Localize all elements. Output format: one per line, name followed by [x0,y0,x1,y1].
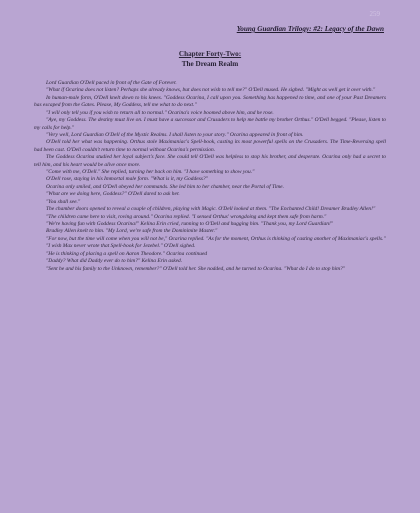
paragraph: "Very well, Lord Guardian O'Dell of the Mystic Realms. I shall listen to your story." Ocarina appeared in front of him. [46,131,304,138]
paragraph: "Daddy? What did Daddy ever do to him?" Kelina Erin asked. [46,258,183,265]
paragraph: "The children came here to visit, roving around." Ocarina replied. "I sensed Orthus' wrongdoing and kept them safe from harm." [46,213,327,220]
chapter-body [34,80,386,273]
paragraph: Ocarina only smiled, and O'Dell obeyed her commands. She led him to her chamber, near the Portal of Time. [46,183,284,190]
running-header: Young Guardian Trilogy: #2: Legacy of the Dawn [236,25,384,33]
paragraph: "Aye, my Goddess. The destiny must live on. I must have a successor and Crusaders to help me battle my brother Orthus." O'Dell begged. "Please, listen to my calls for help." [34,117,386,131]
paragraph: "Come with me, O'Dell." She replied, turning her back on him. "I have something to show you." [46,169,255,176]
paragraph: "Sent he and his family to the Unknown, remember?" O'Dell told her. She nodded, and he turned to Ocarina. "What do I do to stop him?" [46,265,345,272]
paragraph: "We're having fun with Goddess Ocarina!" Kelina Erin cried, running to O'Dell and hugging him. "Thank you, my Lord Guardian!" [46,221,334,228]
paragraph: "I wish Max never wrote that Spell-book for Jezebel." O'Dell sighed. [46,243,196,250]
paragraph: Lord Guardian O'Dell paced in front of the Gate of Forever. [46,80,177,86]
paragraph: O'Dell rose, staying in his Immortal male form. "What is it, my Goddess?" [46,176,208,183]
paragraph: "What if Ocarina does not listen? Perhaps she already knows, but does not wish to tell me?" O'Dell mused. He sighed. "Might as well get it over with." [46,87,376,94]
paragraph: Bradley Allen knelt to him. "My Lord, we're safe from the Dominimite Master." [46,228,218,235]
paragraph: "What are we doing here, Goddess?" O'Dell dared to ask her. [46,191,180,198]
chapter-title: Chapter Forty-Two: [178,50,242,58]
chapter-subtitle: The Dream Realm [181,60,239,68]
paragraph: The Goddess Ocarina studied her loyal subject's face. She could tell O'Dell was helpless to stop his brother, and desperate. Ocarina only had a secret to tell him, and his heart would be alive once more. [34,154,386,168]
paragraph: O'Dell told her what was happening. Orthus stole Maximaniac's Spell-book, casting its most powerful spells on the Crusaders. The Time-Reversing spell had been cast. O'Dell couldn't return time to normal without Ocarina's permission. [34,139,386,153]
paragraph: "I will only tell you if you wish to return all to normal." Ocarina's voice boomed above him, and he rose. [46,109,274,116]
paragraph: "He is thinking of placing a spell on Aaron Theodore." Ocarina continued [46,250,208,257]
paragraph: "You shall see." [46,198,81,205]
paragraph: In human-male form, O'Dell knelt down to his knees. "Goddess Ocarina, I call upon you. Something has happened to time, and one of your Past Dreamers has escaped from the Gates. Please, My Goddess, tell me what to do next." [34,94,386,109]
paragraph: The chamber doors opened to reveal a couple of children, playing with Magic. O'Dell looked at them. "The Enchanted Child! Dreamer Bradley Allen!" [46,206,376,213]
page-number: 259 [369,10,380,18]
paragraph: "For now, but the time will come when you will not be," Ocarina replied. "As for the moment, Orthus is thinking of casting another of Maximaniac's spells." [46,235,386,242]
